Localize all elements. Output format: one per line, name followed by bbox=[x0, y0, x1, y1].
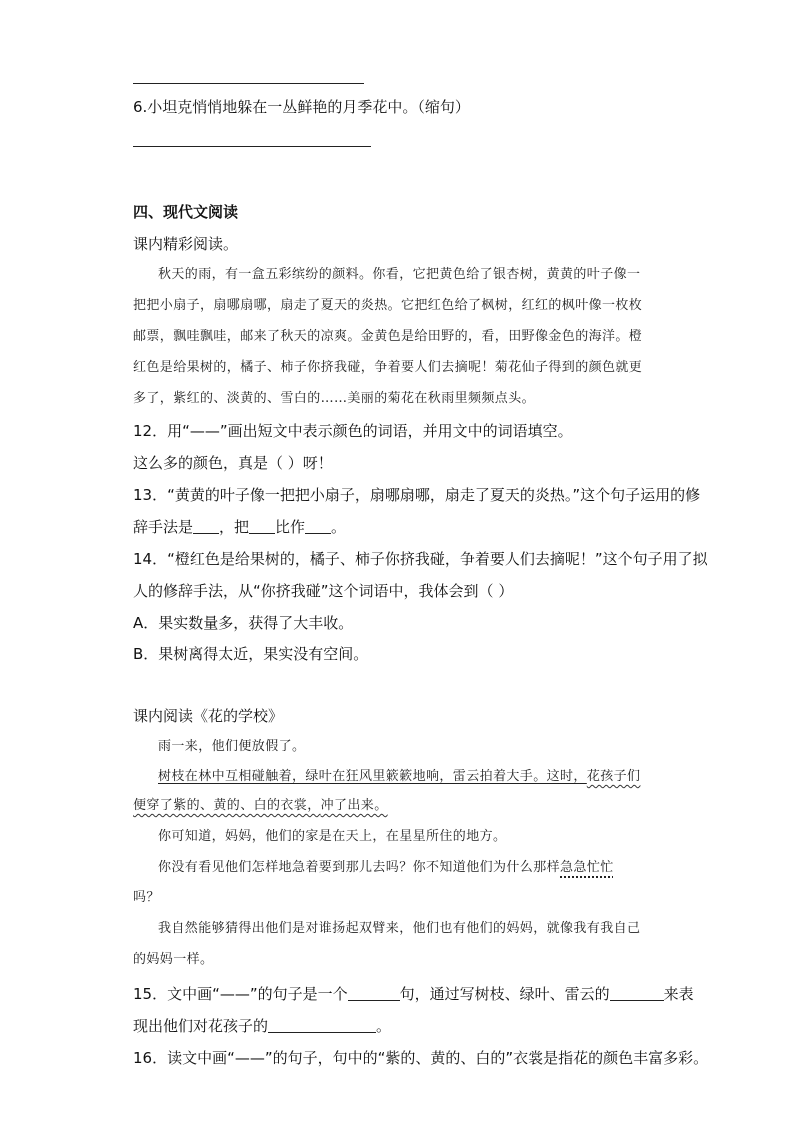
q15-text-c: 来表 bbox=[663, 985, 694, 1003]
q13-text-c: 比作 bbox=[275, 518, 306, 536]
q15-blank-3[interactable] bbox=[268, 1017, 376, 1033]
section-heading: 四、现代文阅读 bbox=[133, 203, 239, 221]
question-14-option-b[interactable]: B．果树离得太近，果实没有空间。 bbox=[133, 645, 369, 663]
answer-line-q5 bbox=[133, 83, 364, 84]
question-15 bbox=[133, 983, 694, 1005]
q13-blank-2[interactable] bbox=[249, 518, 275, 534]
passage-1-line-4: 红色是给果树的，橘子、柿子你挤我碰，争着要人们去摘呢！菊花仙子得到的颜色就更 bbox=[133, 360, 643, 375]
question-13-fill bbox=[133, 516, 346, 538]
passage-2-line-8: 的妈妈一样。 bbox=[133, 952, 214, 967]
passage-2-line-3 bbox=[133, 796, 388, 816]
passage-1-line-3: 邮票，飘哇飘哇，邮来了秋天的凉爽。金黄色是给田野的，看，田野像金色的海洋。橙 bbox=[133, 329, 643, 344]
passage-2-line-5 bbox=[158, 858, 614, 878]
q15-text-e: 。 bbox=[376, 1017, 392, 1035]
dotted-emphasis-word: 急急忙忙 bbox=[560, 860, 614, 875]
q15-text-a: 15．文中画“——”的句子是一个 bbox=[133, 985, 348, 1003]
question-14-line-2: 人的修辞手法，从“你挤我碰”这个词语中，我体会到（ ） bbox=[133, 582, 514, 600]
q13-text-b: ，把 bbox=[219, 518, 250, 536]
p2-line5-text: 你没有看见他们怎样地急着要到那儿去吗？你不知道他们为什么那样 bbox=[158, 860, 561, 875]
wavy-underlined-part-1: 花孩子们 bbox=[586, 769, 641, 784]
passage-2-line-4: 你可知道，妈妈，他们的家是在天上，在星星所住的地方。 bbox=[158, 829, 507, 844]
passage-2-line-1: 雨一来，他们便放假了。 bbox=[158, 739, 306, 754]
passage-1-line-2: 把把小扇子，扇哪扇哪，扇走了夏天的炎热。它把红色给了枫树，红红的枫叶像一枚枚 bbox=[133, 298, 643, 313]
question-15-line-2 bbox=[133, 1015, 391, 1037]
q13-text-a: 辞手法是 bbox=[133, 518, 194, 536]
reading-2-intro: 课内阅读《花的学校》 bbox=[133, 707, 284, 725]
q13-blank-1[interactable] bbox=[193, 518, 219, 534]
q15-blank-2[interactable] bbox=[610, 985, 664, 1001]
q15-text-d: 现出他们对花孩子的 bbox=[133, 1017, 269, 1035]
q13-blank-3[interactable] bbox=[305, 518, 331, 534]
q13-text-d: 。 bbox=[331, 518, 347, 536]
passage-1-line-5: 多了，紫红的、淡黄的、雪白的……美丽的菊花在秋雨里频频点头。 bbox=[133, 391, 536, 406]
passage-1-line-1: 秋天的雨，有一盒五彩缤纷的颜料。你看，它把黄色给了银杏树，黄黄的叶子像一 bbox=[158, 267, 641, 282]
answer-line-q6 bbox=[133, 146, 371, 147]
question-12: 12．用“——”画出短文中表示颜色的词语，并用文中的词语填空。 bbox=[133, 422, 573, 440]
q15-text-b: 句，通过写树枝、绿叶、雷云的 bbox=[399, 985, 610, 1003]
question-13: 13．“黄黄的叶子像一把把小扇子，扇哪扇哪，扇走了夏天的炎热。”这个句子运用的修 bbox=[133, 486, 701, 504]
wavy-underlined-part-3: 冲了出来。 bbox=[320, 798, 388, 813]
passage-2-line-7: 我自然能够猜得出他们是对谁扬起双臂来，他们也有他们的妈妈，就像我有我自己 bbox=[158, 921, 641, 936]
question-16: 16．读文中画“——”的句子，句中的“紫的、黄的、白的”衣裳是指花的颜色丰富多彩。 bbox=[133, 1049, 709, 1067]
question-6: 6.小坦克悄悄地躲在一丛鲜艳的月季花中。（缩句） bbox=[133, 98, 470, 116]
passage-2-line-2 bbox=[158, 767, 640, 787]
reading-1-intro: 课内精彩阅读。 bbox=[133, 235, 239, 253]
passage-2-line-6: 吗？ bbox=[133, 890, 160, 905]
underlined-sentence-part-1: 树枝在林中互相碰触着，绿叶在狂风里簌簌地响，雷云拍着大手。这时， bbox=[158, 769, 587, 784]
q15-blank-1[interactable] bbox=[348, 985, 400, 1001]
wavy-underlined-part-2: 便穿了紫的、黄的、白的衣裳， bbox=[133, 798, 321, 813]
question-14: 14．“橙红色是给果树的，橘子、柿子你挤我碰，争着要人们去摘呢！”这个句子用了拟 bbox=[133, 550, 708, 568]
question-14-option-a[interactable]: A．果实数量多，获得了大丰收。 bbox=[133, 614, 354, 632]
question-12-fill: 这么多的颜色，真是（ ）呀！ bbox=[133, 454, 333, 472]
